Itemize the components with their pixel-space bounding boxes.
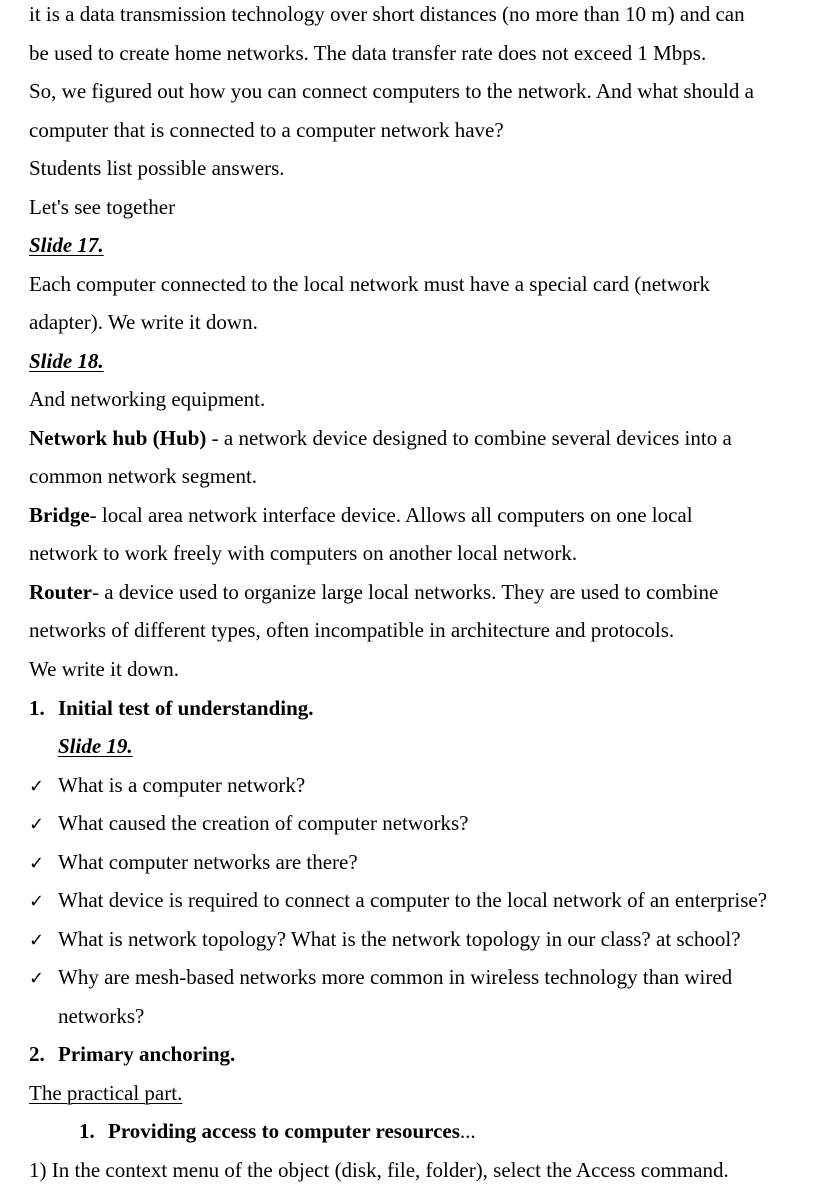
question-text: What is network topology? What is the network topology in our class? at school?	[58, 927, 741, 951]
subsection-number: 1.	[79, 1119, 95, 1143]
hub-term: Network hub (Hub)	[29, 426, 207, 450]
question-item	[29, 849, 358, 875]
bridge-term: Bridge	[29, 503, 90, 527]
paragraph-line: We write it down.	[29, 657, 179, 681]
slide-label: Slide 19.	[58, 734, 133, 758]
checkmark-icon: ✓	[29, 930, 45, 951]
paragraph-line: And networking equipment.	[29, 387, 266, 411]
hub-description: - a network device designed to combine several devices into a	[206, 426, 732, 450]
practical-part-heading	[29, 1080, 182, 1106]
slide-label: Slide 17.	[29, 233, 104, 257]
paragraph-line: network to work freely with computers on another local network.	[29, 541, 578, 565]
paragraph-line: it is a data transmission technology over short distances (no more than 10 m) and can	[29, 2, 745, 26]
question-text: What computer networks are there?	[58, 850, 358, 874]
section-1-heading	[29, 695, 314, 721]
paragraph-line: computer that is connected to a computer network have?	[29, 118, 504, 142]
question-continuation: networks?	[58, 1004, 145, 1028]
bridge-definition	[29, 502, 693, 528]
checkmark-icon: ✓	[29, 968, 45, 989]
section-number: 1.	[29, 696, 45, 720]
router-definition	[29, 579, 718, 605]
checkmark-icon: ✓	[29, 814, 45, 835]
checkmark-icon: ✓	[29, 776, 45, 797]
paragraph-line: So, we figured out how you can connect computers to the network. And what should a	[29, 79, 754, 103]
practical-part-label: The practical part.	[29, 1081, 183, 1105]
section-2-heading	[29, 1041, 235, 1067]
paragraph-line: adapter). We write it down.	[29, 310, 258, 334]
question-item	[29, 810, 469, 836]
section-number: 2.	[29, 1042, 45, 1066]
question-text: What caused the creation of computer networks?	[58, 811, 469, 835]
checkmark-icon: ✓	[29, 891, 45, 912]
bridge-description: - local area network interface device. Allows all computers on one local	[89, 503, 693, 527]
question-item	[29, 964, 732, 990]
router-description: - a device used to organize large local networks. They are used to combine	[91, 580, 719, 604]
paragraph-line: Students list possible answers.	[29, 156, 285, 180]
question-item	[29, 772, 305, 798]
slide-17-heading	[29, 232, 104, 258]
paragraph-line: common network segment.	[29, 464, 258, 488]
paragraph-line: be used to create home networks. The data transfer rate does not exceed 1 Mbps.	[29, 41, 707, 65]
subsection-title: Providing access to computer resources	[108, 1119, 460, 1143]
slide-label: Slide 18.	[29, 349, 104, 373]
paragraph-line: networks of different types, often incompatible in architecture and protocols.	[29, 618, 675, 642]
subsection-1-heading	[79, 1118, 476, 1144]
step-line: 1) In the context menu of the object (disk, file, folder), select the Access command.	[29, 1158, 729, 1182]
slide-19-heading	[58, 733, 133, 759]
checkmark-icon: ✓	[29, 853, 45, 874]
router-term: Router	[29, 580, 92, 604]
question-text: Why are mesh-based networks more common in wireless technology than wired	[58, 965, 733, 989]
question-text: What device is required to connect a computer to the local network of an enterprise?	[58, 888, 768, 912]
paragraph-line: Each computer connected to the local network must have a special card (network	[29, 272, 711, 296]
question-text: What is a computer network?	[58, 773, 306, 797]
subsection-ellipsis: ...	[459, 1119, 476, 1143]
section-title: Primary anchoring.	[58, 1042, 236, 1066]
section-title: Initial test of understanding.	[58, 696, 314, 720]
question-item	[29, 887, 767, 913]
hub-definition	[29, 425, 732, 451]
paragraph-line: Let's see together	[29, 195, 176, 219]
question-item	[29, 926, 741, 952]
slide-18-heading	[29, 348, 104, 374]
